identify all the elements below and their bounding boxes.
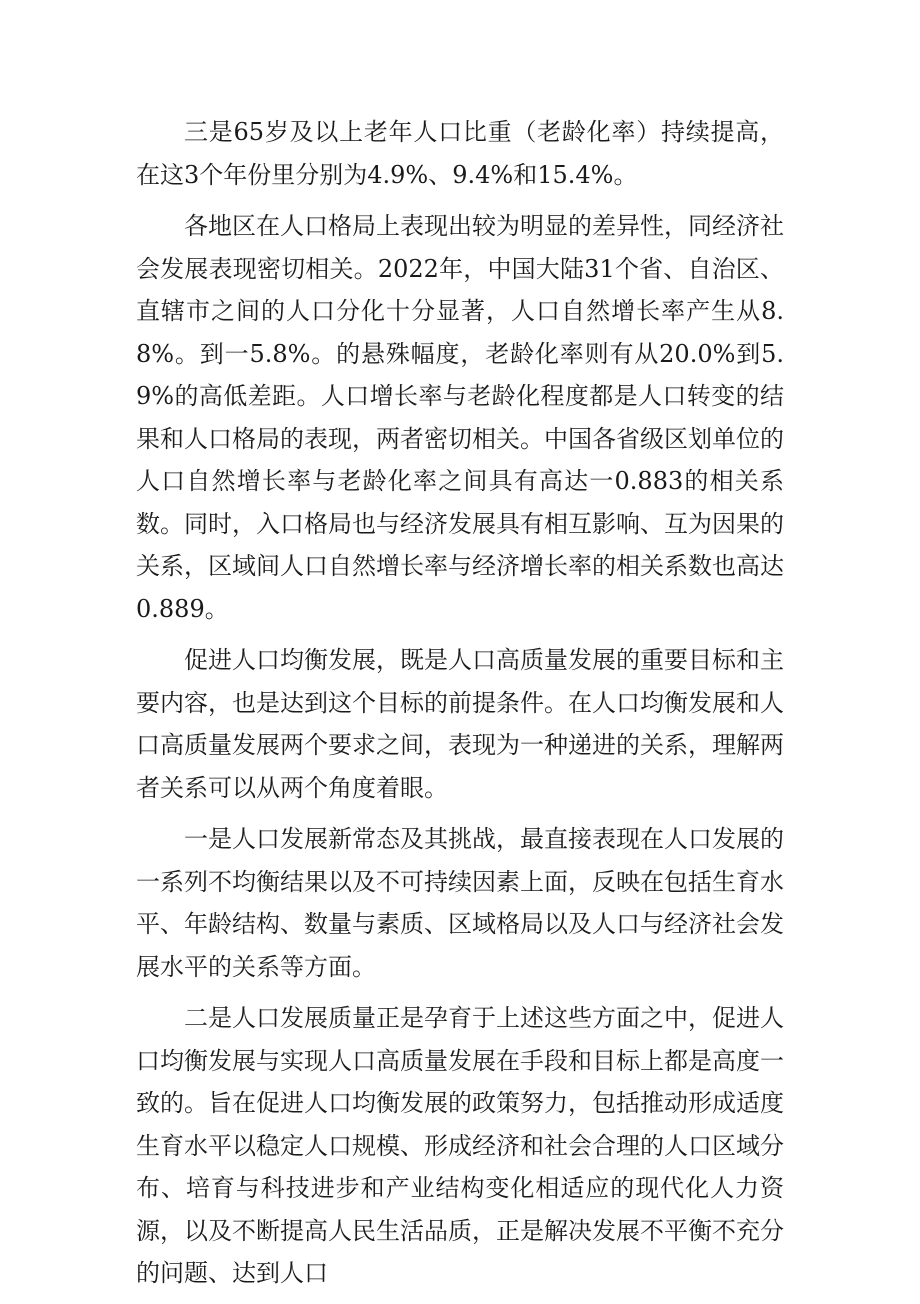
paragraph-regional-differences: 各地区在人口格局上表现出较为明显的差异性，同经济社会发展表现密切相关。2022年，中国大陆31个省、自治区、直辖市之间的人口分化十分显著，人口自然增长率产生从8.8%。到一5.8%。的悬殊幅度，老龄化率则有从20.0%到5.9%的高低差距。人口增长率与老龄化程度都是人口转变的结果和人口格局的表现，两者密切相关。中国各省级区划单位的人口自然增长率与老龄化率之间具有高达一0.883的相关系数。同时，入口格局也与经济发展具有相互影响、互为因果的关系，区域间人口自然增长率与经济增长率的相关系数也高达0.889。	[136, 212, 784, 623]
paragraph-balanced-development: 促进人口均衡发展，既是人口高质量发展的重要目标和主要内容，也是达到这个目标的前提条件。在人口均衡发展和人口高质量发展两个要求之间，表现为一种递进的关系，理解两者关系可以从两个角度着眼。	[136, 646, 784, 802]
paragraph-point-two: 二是人口发展质量正是孕育于上述这些方面之中，促进人口均衡发展与实现人口高质量发展在手段和目标上都是高度一致的。旨在促进人口均衡发展的政策努力，包括推动形成适度生育水平以稳定人口规模、形成经济和社会合理的人口区域分布、培育与科技进步和产业结构变化相适应的现代化人力资源，以及不断提高人民生活品质，正是解决发展不平衡不充分的问题、达到人口	[136, 1004, 784, 1287]
paragraph-point-one: 一是人口发展新常态及其挑战，最直接表现在人口发展的一系列不均衡结果以及不可持续因素上面，反映在包括生育水平、年龄结构、数量与素质、区域格局以及人口与经济社会发展水平的关系等方面。	[136, 825, 784, 981]
paragraph-aging-rate: 三是65岁及以上老年人口比重（老龄化率）持续提高，在这3个年份里分别为4.9%、9.4%和15.4%。	[136, 118, 784, 189]
document-body	[136, 111, 784, 1304]
